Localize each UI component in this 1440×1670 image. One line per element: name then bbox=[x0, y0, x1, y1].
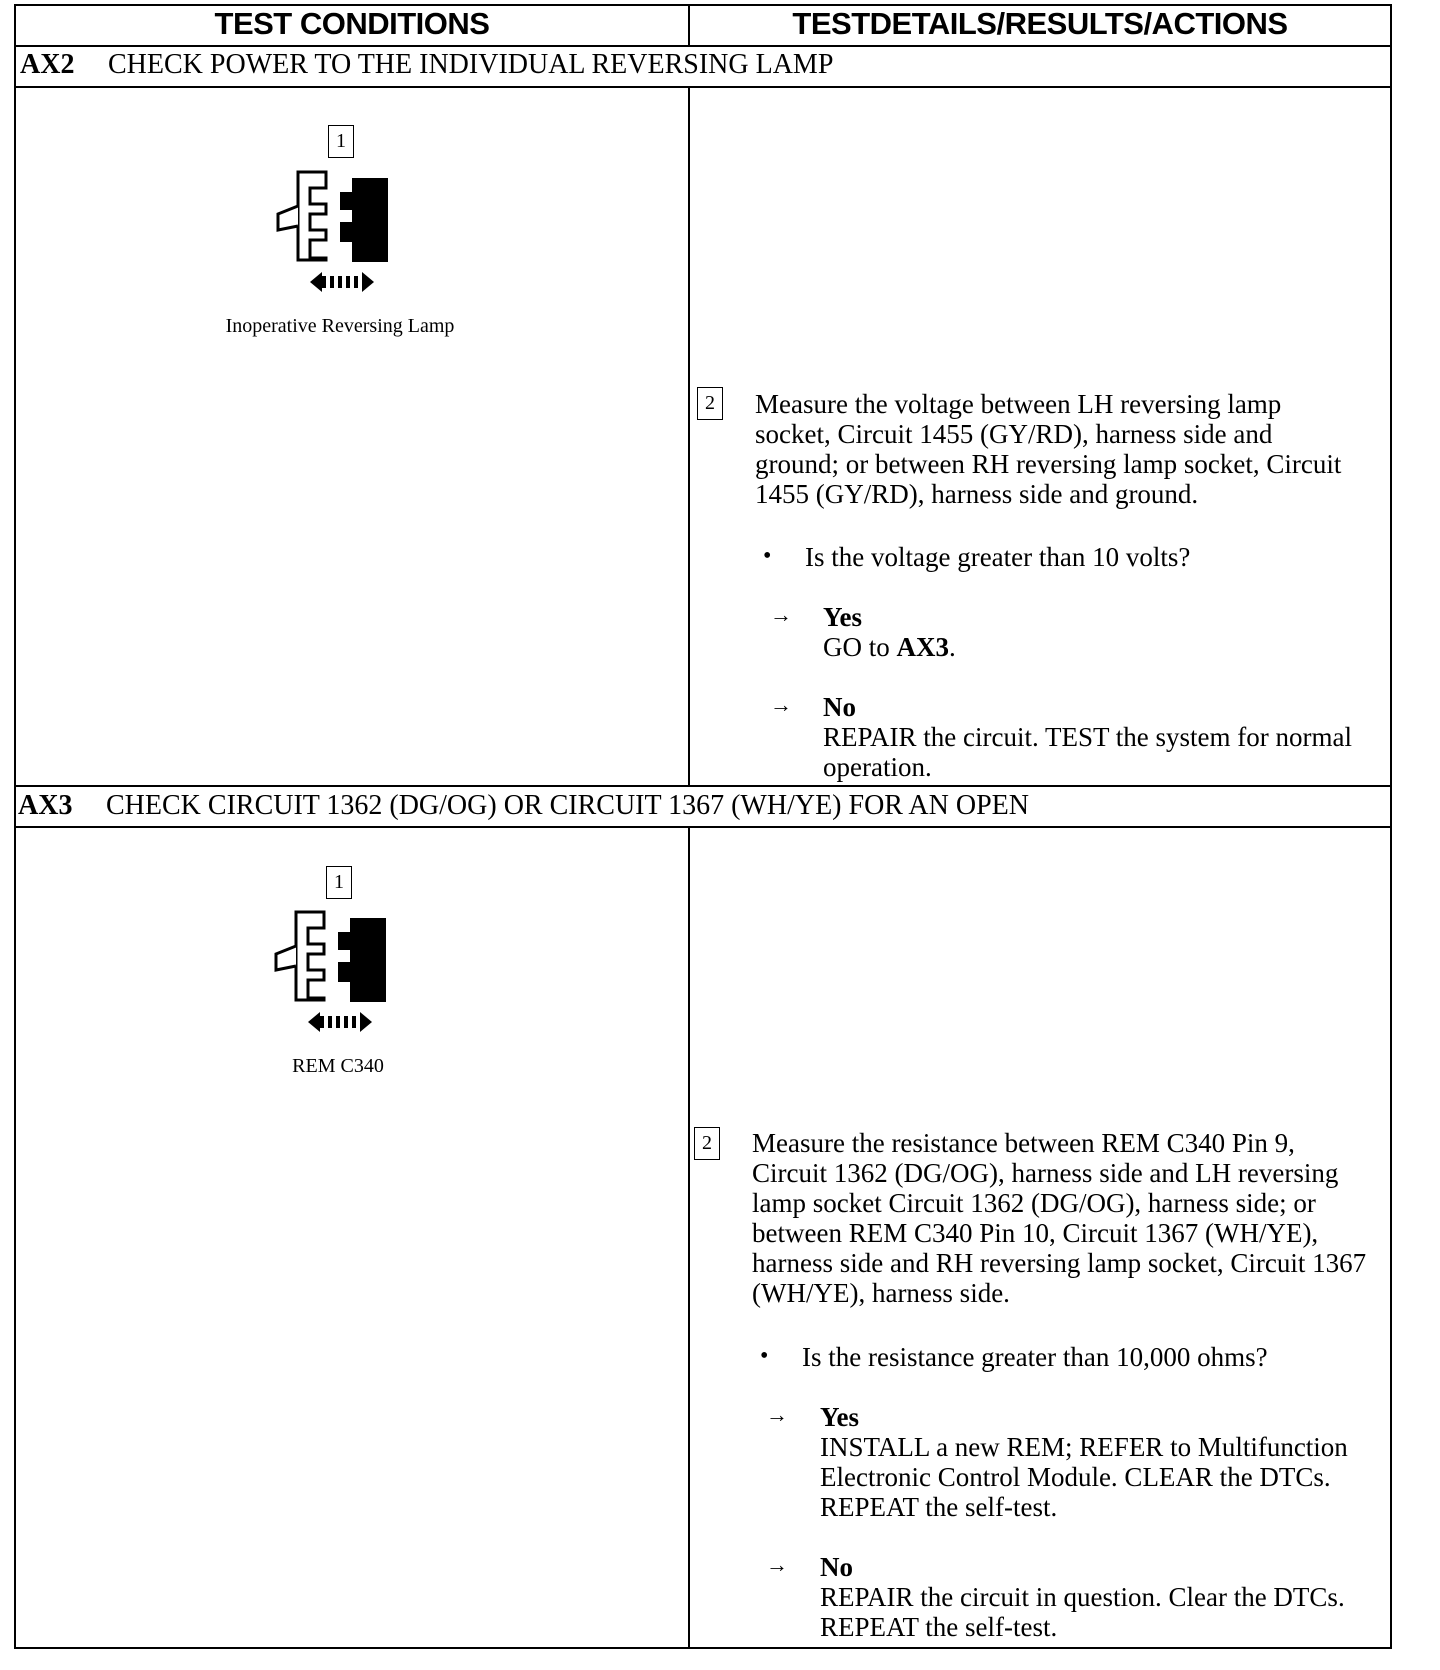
ax2-instruction: Measure the voltage between LH reversing lamp socket, Circuit 1455 (GY/RD), harness side and ground; or between RH reversing lamp socket, Circuit 1455 (GY/RD), harness side and ground. bbox=[755, 389, 1342, 509]
ax2-bullet: • bbox=[763, 543, 772, 569]
ax2-step-id: AX2 bbox=[20, 49, 75, 80]
ax2-step-title: CHECK POWER TO THE INDIVIDUAL REVERSING LAMP bbox=[108, 49, 834, 80]
ax2-caption: Inoperative Reversing Lamp bbox=[225, 315, 455, 337]
header-test-details: TESTDETAILS/RESULTS/ACTIONS bbox=[792, 6, 1288, 41]
ax2-yes-arrow: → bbox=[770, 602, 792, 627]
ax3-no-answer bbox=[820, 1552, 1360, 1642]
ax2-yes-text: GO to AX3. bbox=[823, 632, 956, 662]
ax2-no-text: REPAIR the circuit. TEST the system for normal operation. bbox=[823, 722, 1352, 782]
ax3-step-title: CHECK CIRCUIT 1362 (DG/OG) OR CIRCUIT 1367 (WH/YE) FOR AN OPEN bbox=[106, 790, 1029, 821]
ax2-yes-answer bbox=[823, 602, 1363, 662]
ax3-yes-answer bbox=[820, 1402, 1360, 1522]
ax3-no-arrow: → bbox=[766, 1552, 788, 1577]
ax3-step1-box: 1 bbox=[326, 866, 352, 899]
ax3-instruction: Measure the resistance between REM C340 Pin 9, Circuit 1362 (DG/OG), harness side and LH reversing lamp socket Circuit 1362 (DG/OG), harness side; or between REM C340 Pin 10, Circuit 1367 (WH/YE), harness side and RH reversing lamp socket, Circuit 1367 (WH/YE), harness side. bbox=[752, 1128, 1367, 1308]
ax3-yes-arrow: → bbox=[766, 1402, 788, 1427]
header-test-conditions: TEST CONDITIONS bbox=[214, 6, 490, 41]
ax2-title-rule bbox=[14, 86, 1392, 88]
ax2-no-label: No bbox=[823, 692, 856, 722]
ax3-yes-text: INSTALL a new REM; REFER to Multifunction Electronic Control Module. CLEAR the DTCs. REPEAT the self-test. bbox=[820, 1432, 1348, 1522]
ax3-step-id: AX3 bbox=[18, 790, 73, 821]
ax3-question: Is the resistance greater than 10,000 ohms? bbox=[802, 1342, 1268, 1372]
ax2-no-arrow: → bbox=[770, 692, 792, 717]
ax3-no-label: No bbox=[820, 1552, 853, 1582]
ax2-question: Is the voltage greater than 10 volts? bbox=[805, 542, 1191, 572]
ax3-caption: REM C340 bbox=[292, 1055, 384, 1077]
ax3-bullet: • bbox=[760, 1343, 769, 1369]
ax2-step2-box: 2 bbox=[697, 387, 723, 420]
ax3-yes-label: Yes bbox=[820, 1402, 859, 1432]
ax3-no-text: REPAIR the circuit in question. Clear the DTCs. REPEAT the self-test. bbox=[820, 1582, 1345, 1642]
ax2-yes-label: Yes bbox=[823, 602, 862, 632]
ax3-title-rule bbox=[14, 826, 1392, 828]
connector-disconnect-icon bbox=[268, 910, 408, 1035]
ax2-step1-box: 1 bbox=[328, 125, 354, 158]
connector-disconnect-icon bbox=[270, 170, 410, 295]
ax3-step2-box: 2 bbox=[694, 1127, 720, 1160]
ax2-no-answer bbox=[823, 692, 1363, 782]
